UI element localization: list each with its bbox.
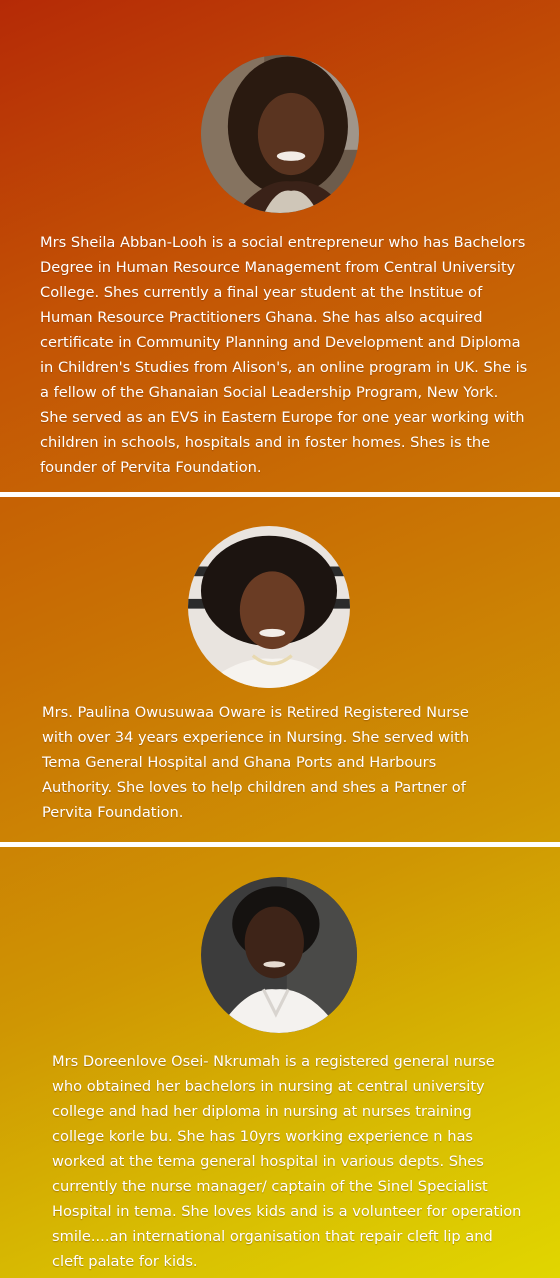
profile-photo-2 — [188, 526, 350, 688]
portrait-photo-2 — [188, 526, 350, 688]
profile-photo-1 — [201, 55, 359, 213]
portrait-photo-3 — [201, 877, 357, 1033]
profile-bio-3: Mrs Doreenlove Osei- Nkrumah is a registered general nurse who obtained her bachelors in nursing at central university college and had her diploma in nursing at nurses training college korle bu. She has 10yrs working experience n has worked at the tema general hospital in various depts. Shes currently the nurse manager/ captain of the Sinel Specialist Hospital in tema. She loves kids and is a volunteer for operation smile....an international organisation that repair cleft lip and cleft palate for kids. — [52, 1053, 522, 1270]
profile-bio-1: Mrs Sheila Abban-Looh is a social entrepreneur who has Bachelors Degree in Human Resource Management from Central University College. Shes currently a final year student at the Institue of Human Resource Practitioners Ghana. She has also acquired certificate in Community Planning and Development and Diploma in Children's Studies from Alison's, an online program in UK. She is a fellow of the Ghanaian Social Leadership Program, New York. She served as an EVS in Eastern Europe for one year working with children in schools, hospitals and in foster homes. Shes is the founder of Pervita Foundation. — [40, 234, 528, 476]
profile-card-3 — [0, 847, 560, 1278]
profile-bio-2: Mrs. Paulina Owusuwaa Oware is Retired Registered Nurse with over 34 years experience in Nursing. She served with Tema General Hospital and Ghana Ports and Harbours Authority. She loves to help children and shes a Partner of Pervita Foundation. — [42, 704, 470, 821]
profile-card-2 — [0, 497, 560, 842]
profile-photo-3 — [201, 877, 357, 1033]
portrait-photo-1 — [201, 55, 359, 213]
profile-card-1 — [0, 0, 560, 492]
